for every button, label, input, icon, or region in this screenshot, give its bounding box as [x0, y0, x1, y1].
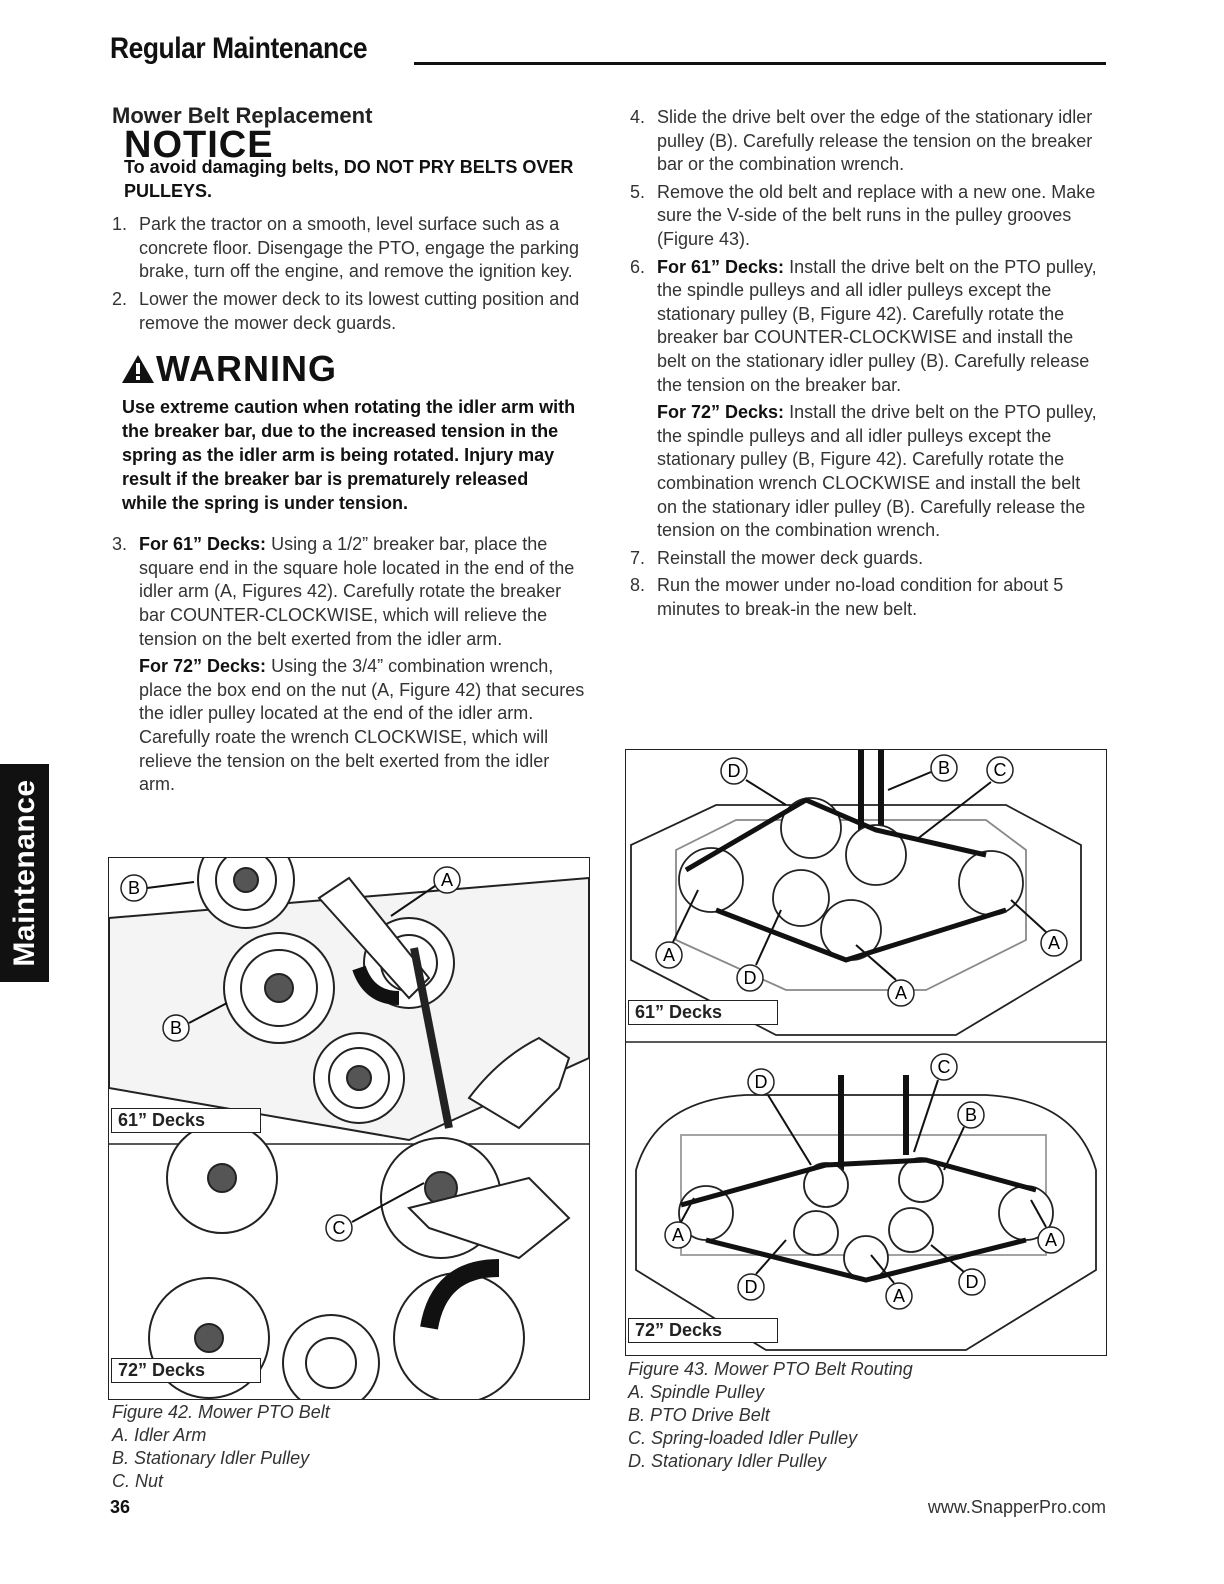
- callout-top-c: C: [993, 760, 1007, 780]
- callout-b-mid: B: [169, 1018, 183, 1038]
- figure-42-caption: Figure 42. Mower PTO Belt: [112, 1402, 330, 1422]
- label-61-decks-fig43: 61” Decks: [628, 1000, 778, 1025]
- label-72-decks-fig43: 72” Decks: [628, 1318, 778, 1343]
- list-item: 2. Lower the mower deck to its lowest cutting position and remove the mower deck guards.: [112, 288, 580, 333]
- list-item: 7. Reinstall the mower deck guards.: [630, 547, 924, 568]
- callout-top-a1: A: [662, 945, 676, 965]
- list-item: 4. Slide the drive belt over the edge of the stationary idler pulley (B). Carefully release the tension on the breaker bar or the combination wrench.: [630, 107, 1093, 175]
- figure-43-caption-block: [628, 1358, 913, 1473]
- legend-item: A. Idler Arm: [112, 1425, 207, 1445]
- figure-43-illustration: [626, 750, 1106, 1355]
- callout-bottom-d3: D: [965, 1272, 979, 1292]
- legend-item: C. Spring-loaded Idler Pulley: [628, 1428, 858, 1448]
- steps-list-b: [112, 533, 587, 651]
- steps-list-d: [630, 547, 1105, 622]
- legend-item: B. PTO Drive Belt: [628, 1405, 770, 1425]
- legend-item: C. Nut: [112, 1471, 164, 1491]
- figure-43: [625, 749, 1107, 1356]
- figure-42-caption-block: [112, 1401, 330, 1493]
- callout-bottom-a1: A: [671, 1225, 685, 1245]
- callout-top-a2: A: [894, 983, 908, 1003]
- list-item: 6. For 61” Decks: Install the drive belt on the PTO pulley, the spindle pulleys and all idler pulleys except the stationary pulley (B, Figure 42). Carefully rotate the breaker bar COUNTER-CLOCKWISE and install the belt on the stationary idler pulley (B). Carefully release the tension on the breaker bar.: [630, 256, 1097, 395]
- list-item: 1. Park the tractor on a smooth, level surface such as a concrete floor. Disengage the PTO, engage the parking brake, turn off the engine, and remove the ignition key.: [112, 214, 579, 282]
- warning-triangle-icon: [120, 353, 156, 385]
- callout-bottom-d1: D: [754, 1072, 768, 1092]
- callout-c: C: [332, 1218, 346, 1238]
- notice-heading: NOTICE: [124, 123, 274, 166]
- steps-list-a: [112, 213, 587, 335]
- side-tab-label: Maintenance: [7, 779, 41, 967]
- list-item: 3. For 61” Decks: Using a 1/2” breaker bar, place the square end in the square hole located in the end of the idler arm (A, Figures 42). Carefully rotate the breaker bar COUNTER-CLOCKWISE, which will relieve the tension on the belt exerted from the idler arm.: [112, 534, 575, 649]
- list-item: 5. Remove the old belt and replace with a new one. Make sure the V-side of the belt runs in the pulley grooves (Figure 43).: [630, 181, 1096, 249]
- callout-b-top: B: [127, 878, 141, 898]
- step6-72-deck: For 72” Decks: Install the drive belt on the PTO pulley, the spindle pulleys and all idler pulleys except the stationary pulley (B, Figure 42). Carefully rotate the combination wrench CLOCKWISE and install the belt on the stationary idler pulley (B). Carefully release the tension on the combination wrench.: [657, 402, 1097, 541]
- figure-42: [108, 857, 590, 1400]
- callout-top-d2: D: [743, 968, 757, 988]
- page-header-title: Regular Maintenance: [110, 32, 368, 65]
- list-item: 8. Run the mower under no-load condition for about 5 minutes to break-in the new belt.: [630, 575, 1064, 619]
- website-link[interactable]: www.SnapperPro.com: [927, 1497, 1106, 1517]
- legend-item: A. Spindle Pulley: [628, 1382, 765, 1402]
- right-column: [630, 106, 1105, 625]
- warning-text: Use extreme caution when rotating the idler arm with the breaker bar, due to the increased tension in the spring as the idler arm is being rotated. Injury may result if the breaker bar is prematurely released while the spring is under tension.: [122, 397, 576, 514]
- callout-bottom-a3: A: [892, 1286, 906, 1306]
- notice-text: To avoid damaging belts, DO NOT PRY BELTS OVER PULLEYS.: [124, 157, 574, 202]
- callout-bottom-c: C: [937, 1057, 951, 1077]
- warning-heading: WARNING: [156, 348, 337, 390]
- callout-bottom-a2: A: [1044, 1230, 1058, 1250]
- callout-a-top: A: [440, 870, 454, 890]
- figure-43-caption: Figure 43. Mower PTO Belt Routing: [628, 1359, 913, 1379]
- label-61-decks: 61” Decks: [111, 1108, 261, 1133]
- warning-block: [120, 348, 587, 390]
- section-title: Mower Belt Replacement: [112, 103, 373, 128]
- left-column: [112, 104, 587, 801]
- callout-top-a3: A: [1047, 933, 1061, 953]
- label-72-decks: 72” Decks: [111, 1358, 261, 1383]
- steps-list-c: [630, 106, 1105, 397]
- step3-72-deck: For 72” Decks: Using the 3/4” combination wrench, place the box end on the nut (A, Figure 42) that secures the idler pulley located at the end of the idler arm. Carefully roate the wrench CLOCKWISE, which will relieve the tension on the belt exerted from the idler arm.: [139, 656, 585, 795]
- page-number: 36: [110, 1497, 131, 1517]
- side-tab: [0, 764, 49, 982]
- legend-item: B. Stationary Idler Pulley: [112, 1448, 310, 1468]
- callout-bottom-d2: D: [744, 1277, 758, 1297]
- header-rule: [414, 62, 1106, 65]
- legend-item: D. Stationary Idler Pulley: [628, 1451, 827, 1471]
- callout-bottom-b: B: [964, 1105, 978, 1125]
- callout-top-b: B: [937, 758, 951, 778]
- callout-top-d1: D: [727, 761, 741, 781]
